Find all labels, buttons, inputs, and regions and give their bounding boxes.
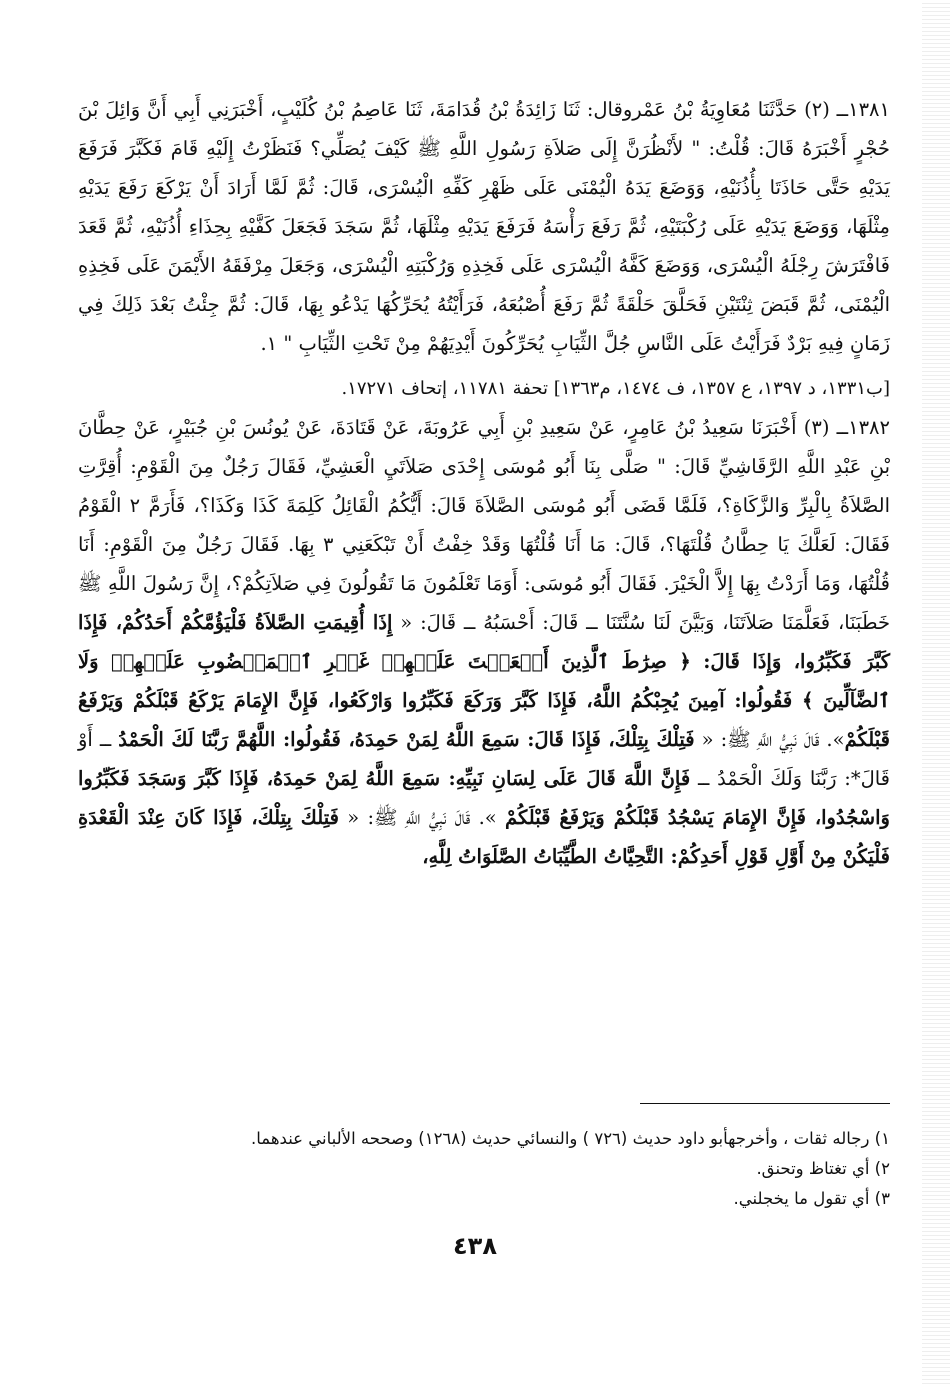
hadith-1382-mid-3: ». قَالَ نَبِيُّ اللَّهِ ﷺ: «	[338, 806, 506, 829]
scan-edge	[922, 0, 950, 1387]
hadith-1381-references: [ب١٣٣١، د ١٣٩٧، ع ١٣٥٧، ف ١٤٧٤، م١٣٦٣] تحفة ١١٧٨١، إتحاف ١٧٢٧١.	[341, 378, 890, 399]
footnote-2: ٢) أي تغتاظ وتحنق.	[756, 1159, 890, 1178]
hadith-1382-bold-3: فَإِنَّ اللَّهَ قَالَ عَلَى لِسَانِ نَبِيِّهِ: سَمِعَ اللَّهُ لِمَنْ حَمِدَهُ، فَإِذَا كَبَّرَ وَسَجَدَ فَكَبِّرُوا وَاسْجُدُوا، فَإِنَّ الإِمَامَ يَسْجُدُ قَبْلَكُمْ وَيَرْفَعُ قَبْلَكُمْ	[78, 767, 890, 829]
hadith-1382	[78, 408, 890, 876]
hadith-1381-text: ١٣٨١ــ (٢) حَدَّثَنَا مُعَاوِيَةُ بْنُ عَمْروقال: ثَنَا زَائِدَةُ بْنُ قُدَامَةَ، ثَنَا عَاصِمُ بْنُ كُلَيْبٍ، أَخْبَرَنِي أَبِي أَنَّ وَائِلَ بْنَ حُجْرٍ أَخْبَرَهُ قَالَ: قُلْتُ: " لأَنْظُرَنَّ إِلَى صَلاَةِ رَسُولِ اللَّهِ ﷺ كَيْفَ يُصَلِّي؟ فَنَظَرْتُ إِلَيْهِ قَامَ فَكَبَّرَ فَرَفَعَ يَدَيْهِ حَتَّى حَاذَتَا بِأُذُنَيْهِ، وَوَضَعَ يَدَهُ الْيُمْنَى عَلَى ظَهْرِ كَفِّهِ الْيُسْرَى، قَالَ: ثُمَّ لَمَّا أَرَادَ أَنْ يَرْكَعَ رَفَعَ يَدَيْهِ مِثْلَهَا، وَوَضَعَ يَدَيْهِ عَلَى رُكْبَتَيْهِ، ثُمَّ رَفَعَ رَأْسَهُ فَرَفَعَ يَدَيْهِ مِثْلَهَا، ثُمَّ سَجَدَ فَجَعَلَ كَفَّيْهِ بِحِذَاءِ أُذُنَيْهِ، ثُمَّ قَعَدَ فَافْتَرَشَ رِجْلَهُ الْيُسْرَى، وَوَضَعَ كَفَّهُ الْيُسْرَى عَلَى فَخِذِهِ وَرُكْبَتِهِ الْيُسْرَى، وَجَعَلَ مِرْفَقَهُ الأَيْمَنَ عَلَى فَخِذِهِ الْيُمْنَى، ثُمَّ قَبَضَ ثِنْتَيْنِ فَحَلَّقَ حَلْقَةً ثُمَّ رَفَعَ أُصْبُعَهُ، فَرَأَيْتُهُ يُحَرِّكُهَا يَدْعُو بِهَا، قَالَ: ثُمَّ جِئْتُ بَعْدَ ذَلِكَ فِي زَمَانٍ فِيهِ بَرْدٌ فَرَأَيْتُ عَلَى النَّاسِ جُلَّ الثِّيَابِ يُحَرِّكُونَ أَيْدِيَهُمْ مِنْ تَحْتِ الثِّيَابِ " ١.	[78, 98, 891, 355]
hadith-1382-bold-1: إِذَا أُقِيمَتِ الصَّلاَةُ فَلْيَؤُمَّكُمْ أَحَدُكُمْ، فَإِذَا كَبَّرَ فَكَبِّرُوا، وَإِذَا قَالَ: ﴿ صِرَٰطَ ٱلَّذِينَ أَنۡعَمۡتَ عَلَيۡهِمۡ غَيۡرِ ٱلۡمَغۡضُوبِ عَلَيۡهِمۡ وَلَا ٱلضَّآلِّينَ ﴾ فَقُولُوا: آمِينَ يُجِبْكُمُ اللَّهُ، فَإِذَا كَبَّرَ وَرَكَعَ فَكَبِّرُوا وَارْكَعُوا، فَإِنَّ الإِمَامَ يَرْكَعُ قَبْلَكُمْ وَيَرْفَعُ قَبْلَكُمْ	[78, 611, 890, 751]
hadith-1382-bold-4: فَتِلْكَ بِتِلْكَ، فَإِذَا كَانَ عِنْدَ الْقَعْدَةِ فَلْيَكُنْ مِنْ أَوَّلِ قَوْلِ أَحَدِكُمْ: التَّحِيَّاتُ الطَّيِّبَاتُ الصَّلَوَاتُ لِلَّهِ،	[78, 806, 890, 868]
hadith-1382-intro: ١٣٨٢ــ (٣) أَخْبَرَنَا سَعِيدُ بْنُ عَامِرٍ، عَنْ سَعِيدِ بْنِ أَبِي عَرُوبَةَ، عَنْ قَتَادَةَ، عَنْ يُونُسَ بْنِ جُبَيْرٍ، عَنْ حِطَّانَ بْنِ عَبْدِ اللَّهِ الرَّقَاشِيِّ قَالَ: " صَلَّى بِنَا أَبُو مُوسَى إِحْدَى صَلاَتَيِ الْعَشِيِّ، فَقَالَ رَجُلٌ مِنَ الْقَوْمِ: أُقِرَّتِ الصَّلاَةُ بِالْبِرِّ وَالزَّكَاةِ؟، فَلَمَّا قَضَى أَبُو مُوسَى الصَّلاَةَ قَالَ: أَيُّكُمُ الْقَائِلُ كَلِمَةَ كَذَا وَكَذَا؟، فَأَرَمَّ ٢ الْقَوْمُ فَقَالَ: لَعَلَّكَ يَا حِطَّانُ قُلْتَهَا؟، قَالَ: مَا أَنَا قُلْتُهَا وَقَدْ خِفْتُ أَنْ تَبْكَعَنِي ٣ بِهَا. فَقَالَ رَجُلٌ مِنَ الْقَوْمِ: أَنَا قُلْتُهَا، وَمَا أَرَدْتُ بِهَا إِلاَّ الْخَيْرَ. فَقَالَ أَبُو مُوسَى: أَوَمَا تَعْلَمُونَ مَا تَقُولُونَ فِي صَلاَتِكُمْ؟، إِنَّ رَسُولَ اللَّهِ ﷺ خَطَبَنَا، فَعَلَّمَنَا صَلاَتَنَا، وَبَيَّنَ لَنَا سُنَّتَنَا ــ قَالَ: أَحْسَبُهُ ــ قَالَ: «	[78, 416, 891, 634]
footnote-divider	[640, 1103, 890, 1104]
footnote-3: ٣) أي تقول ما يخجلني.	[733, 1189, 890, 1208]
footnotes	[120, 1124, 890, 1214]
footnote-1: ١) رجاله ثقات ، وأخرجهأبو داود حديث (٧٢٦ ) والنسائي حديث (١٢٦٨) وصححه الألباني عندهما.	[251, 1129, 890, 1148]
hadith-1382-bold-2: فَتِلْكَ بِتِلْكَ، فَإِذَا قَالَ: سَمِعَ اللَّهُ لِمَنْ حَمِدَهُ، فَقُولُوا: اللَّهُمَّ رَبَّنَا لَكَ الْحَمْدُ	[118, 728, 695, 751]
page-number: ٤٣٨	[453, 1232, 497, 1260]
hadith-1382-mid-1: ». قَالَ نَبِيُّ اللَّهِ ﷺ: «	[694, 728, 845, 751]
main-text	[78, 90, 890, 876]
hadith-1381	[78, 90, 890, 363]
hadith-1382-mid-2: ــ أَوْ قَالَ*: رَبَّنَا وَلَكَ الْحَمْدُ ــ	[78, 728, 890, 790]
